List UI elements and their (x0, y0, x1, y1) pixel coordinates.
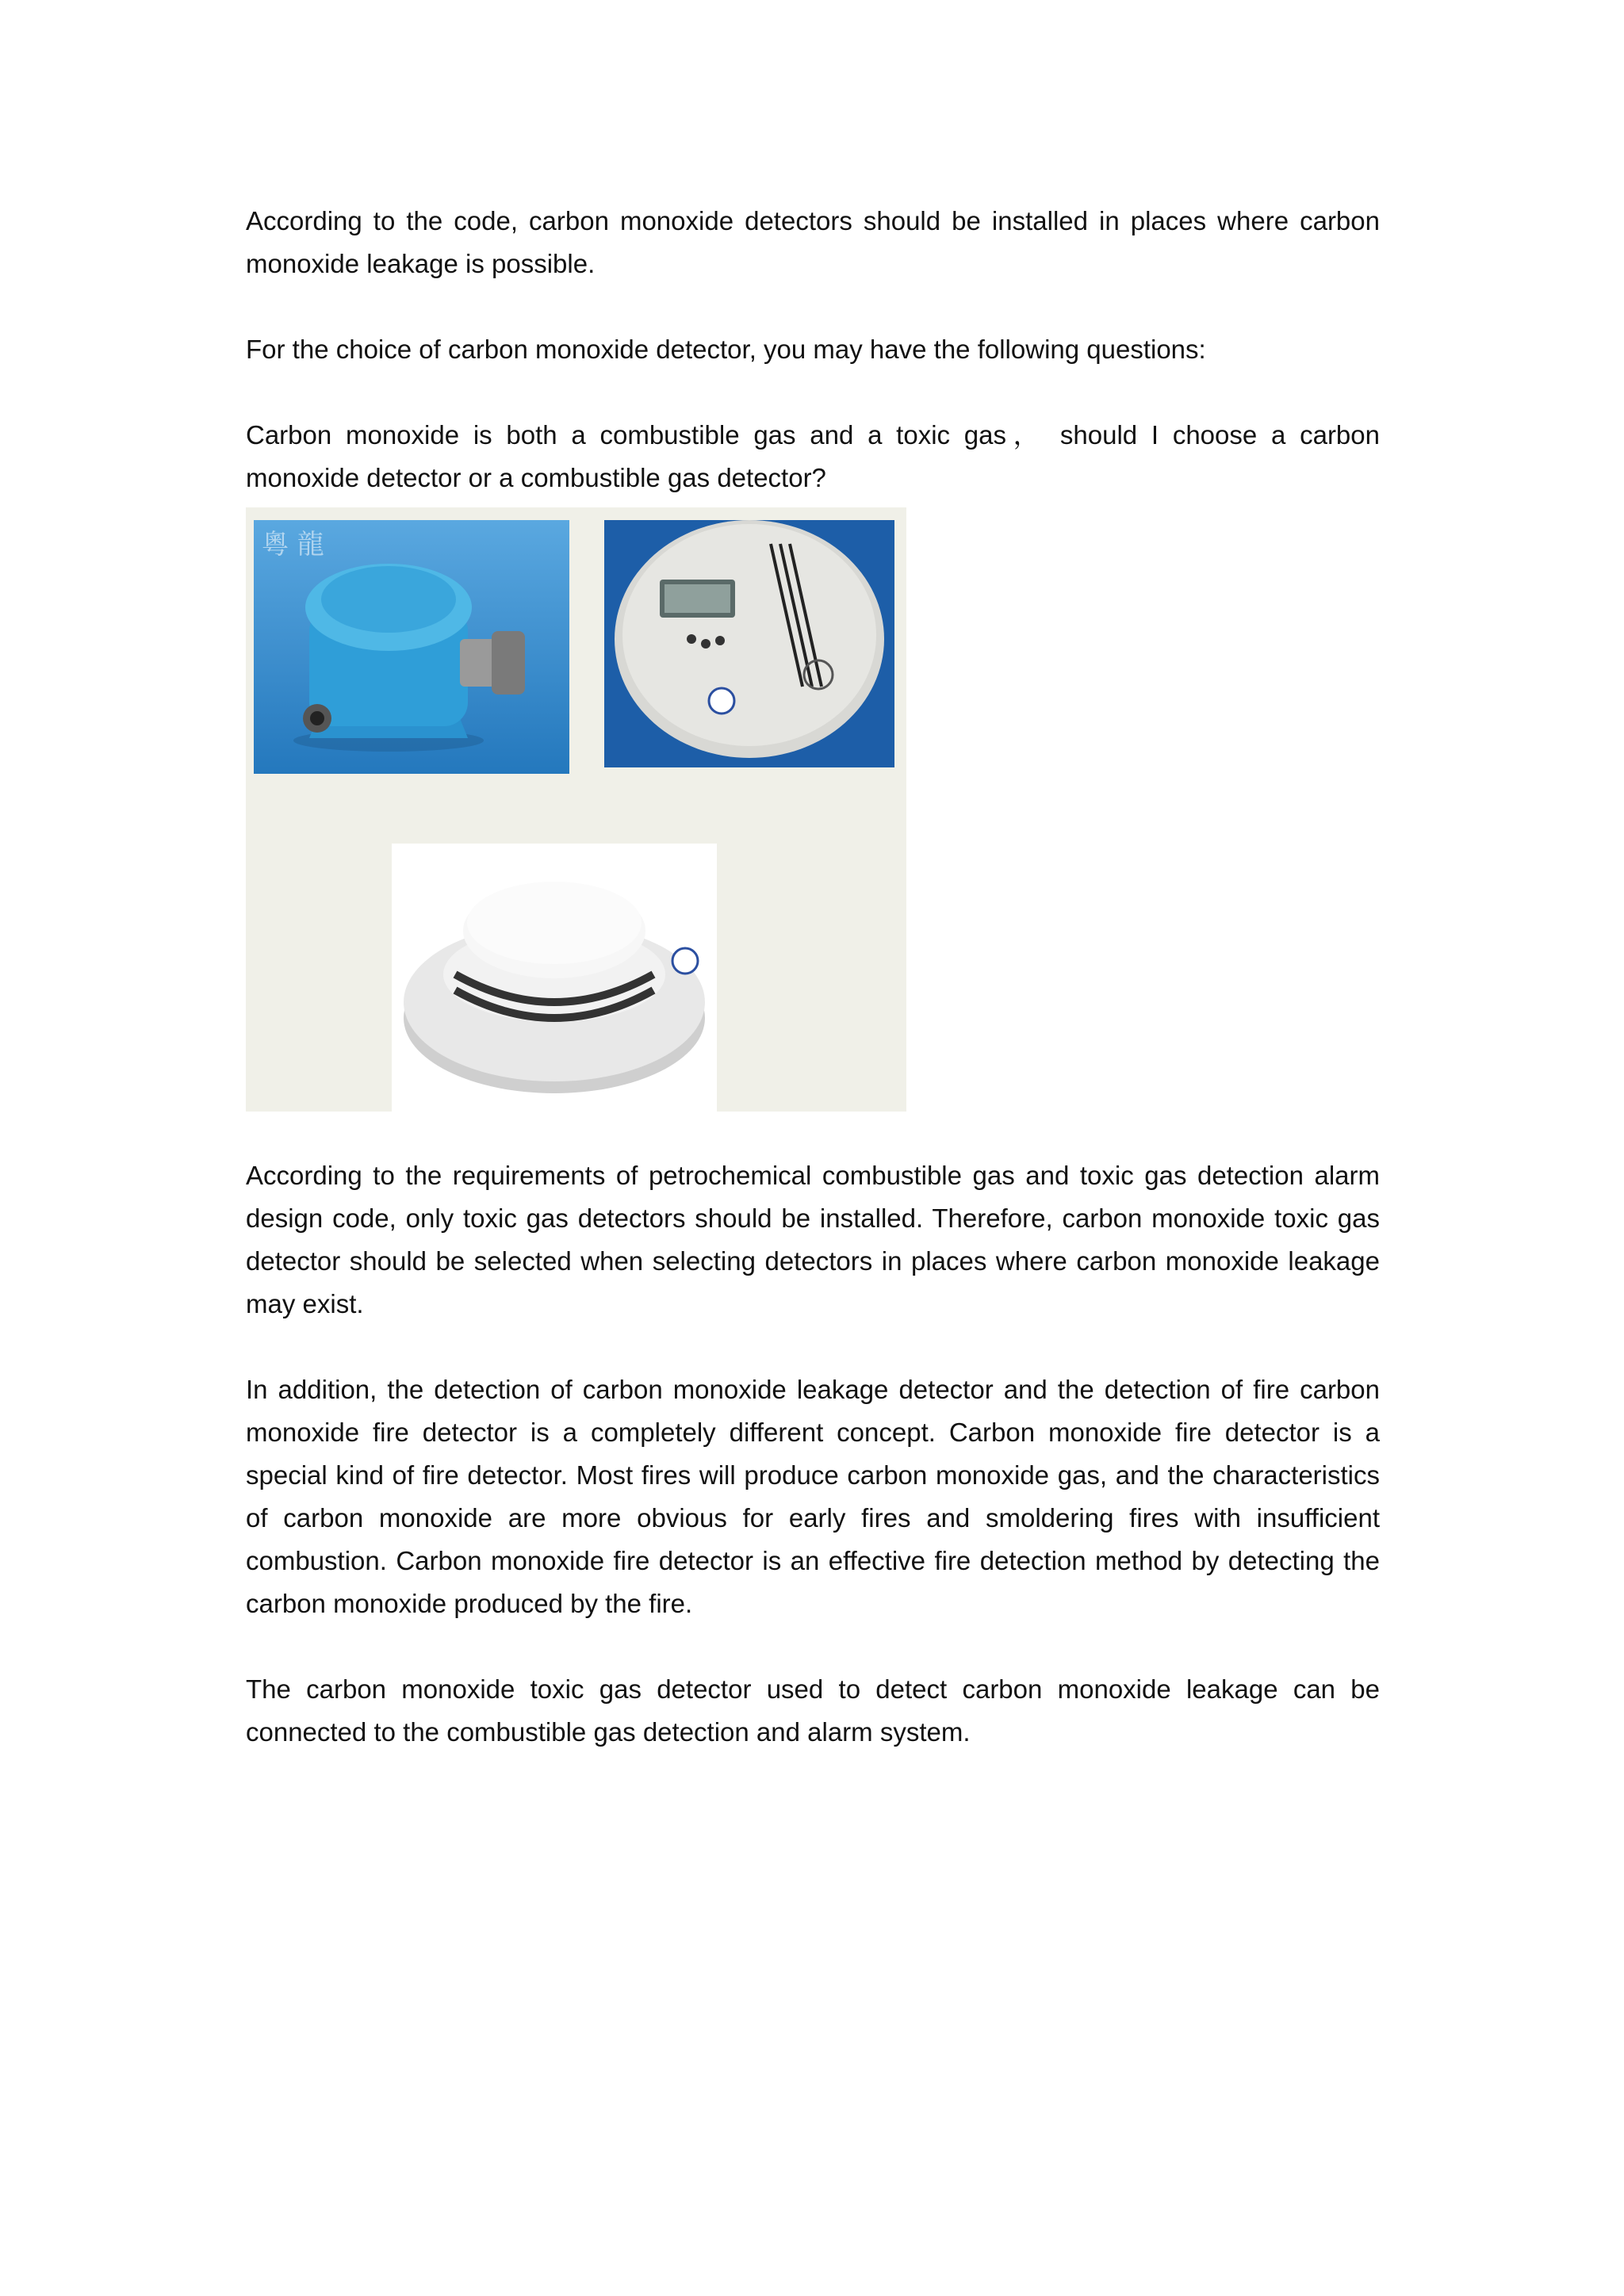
detector-photo-collage (246, 507, 906, 1112)
home-co-alarm-icon (604, 520, 894, 767)
paragraph-6: The carbon monoxide toxic gas detector used to detect carbon monoxide leakage can be connected to the combustible gas detection and alarm system. (246, 1674, 1380, 1747)
paragraph-2: For the choice of carbon monoxide detector, you may have the following questions: (246, 335, 1206, 364)
document-page (246, 200, 1380, 1754)
paragraph-4: According to the requirements of petrochemical combustible gas and toxic gas detection alarm design code, only toxic gas detectors should be installed. Therefore, carbon monoxide toxic gas detector should be selected when selecting detectors in places where carbon monoxide leakage may exist. (246, 1161, 1380, 1318)
paragraph-5: In addition, the detection of carbon monoxide leakage detector and the detection of fire carbon monoxide fire detector is a completely different concept. Carbon monoxide fire detector is a special kind of fire detector. Most fires will produce carbon monoxide gas, and the characteristics of carbon monoxide are more obvious for early fires and smoldering fires with insufficient combustion. Carbon monoxide fire detector is an effective fire detection method by detecting the carbon monoxide produced by the fire. (246, 1375, 1380, 1618)
svg-text:粵 龍: 粵 龍 (262, 529, 324, 561)
paragraph-3: Carbon monoxide is both a combustible gas and a toxic gas， should I choose a carbon monoxide detector or a combustible gas detector? (246, 420, 1380, 492)
industrial-gas-detector-icon (254, 520, 569, 774)
ceiling-fire-detector-icon (392, 844, 717, 1112)
paragraph-1: According to the code, carbon monoxide detectors should be installed in places where carbon monoxide leakage is possible. (246, 206, 1380, 278)
